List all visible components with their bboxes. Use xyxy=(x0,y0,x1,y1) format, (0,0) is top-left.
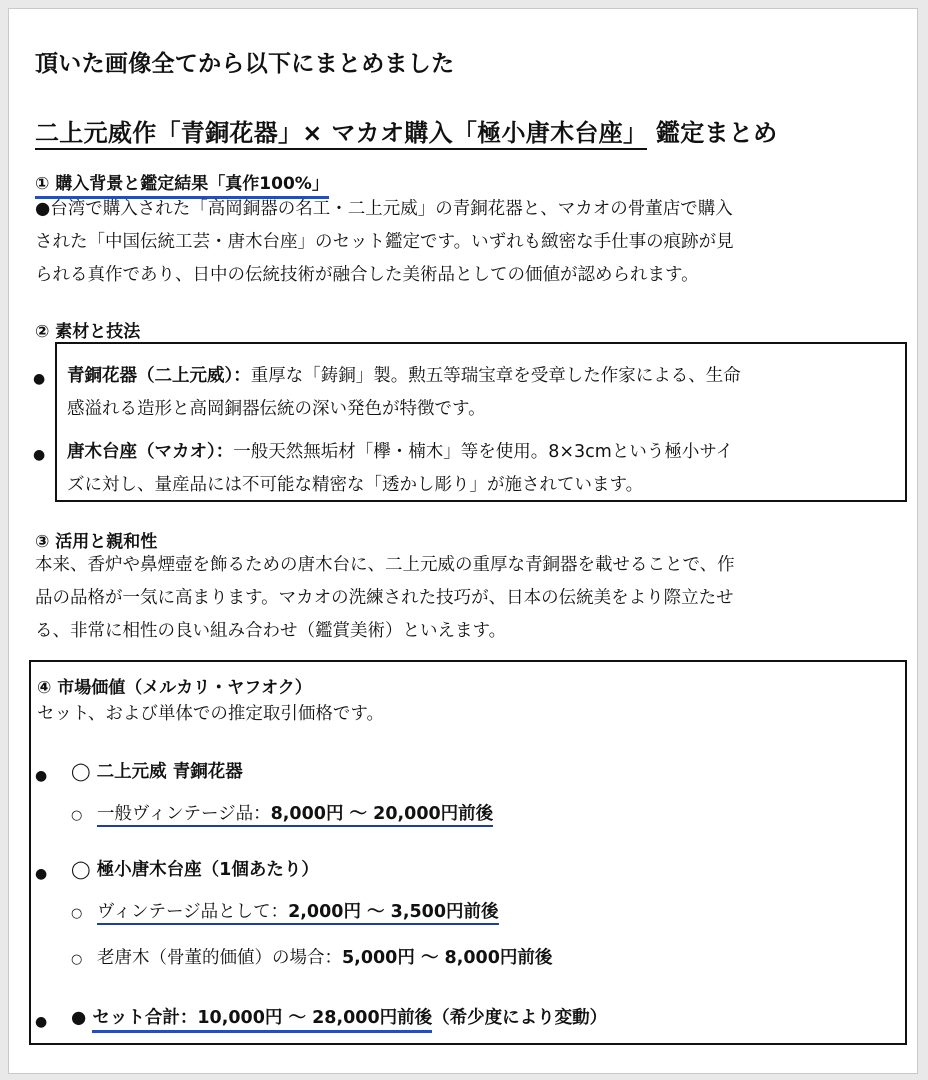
section1-heading xyxy=(35,169,329,194)
bullet-dot: ● xyxy=(33,371,46,387)
materials-item-stand xyxy=(67,436,897,502)
price-stand-old-value: 5,000円 〜 8,000円前後 xyxy=(342,948,553,968)
price-vase-vintage-label: 一般ヴィンテージ品： xyxy=(97,804,271,824)
stand-label: 唐木台座（マカオ）： xyxy=(67,442,234,462)
market-value-box xyxy=(29,660,907,1045)
section4-subtitle: セット、および単体での推定取引価格です。 xyxy=(37,704,385,724)
section1-line1: ●台湾で購入された「高岡銅器の名工・二上元威」の青銅花器と、マカオの骨董店で購入 xyxy=(35,199,733,219)
bullet-dot: ● xyxy=(35,1014,48,1030)
total-label: セット合計：10,000円 〜 28,000円前後 xyxy=(92,1008,432,1033)
price-stand-vintage-value: 2,000円 〜 3,500円前後 xyxy=(288,902,499,922)
price-vase-vintage xyxy=(97,798,493,831)
price-vase-vintage-text xyxy=(97,804,493,827)
materials-item-vase xyxy=(67,360,897,426)
price-item-vase: ◯ 二上元威 青銅花器 xyxy=(71,762,243,782)
total-mark: ● xyxy=(71,1008,87,1028)
sub-bullet: ○ xyxy=(71,808,83,823)
sub-bullet: ○ xyxy=(71,952,83,967)
title-rest: 鑑定まとめ xyxy=(655,119,778,147)
materials-box xyxy=(55,342,907,502)
stand-line2: ズに対し、量産品には不可能な精密な「透かし彫り」が施されています。 xyxy=(67,475,644,495)
section1-body xyxy=(35,193,895,292)
price-stand-old-label: 老唐木（骨董的価値）の場合： xyxy=(97,948,342,968)
bullet-dot: ● xyxy=(33,447,46,463)
intro-heading: 頂いた画像全てから以下にまとめました xyxy=(35,51,455,77)
vase-line1: 重厚な「鋳銅」製。勲五等瑞宝章を受章した作家による、生命 xyxy=(250,366,741,386)
stand-line1: 一般天然無垢材「欅・楠木」等を使用。8×3cmという極小サイ xyxy=(233,442,734,462)
section3-line3: る、非常に相性の良い組み合わせ（鑑賞美術）といえます。 xyxy=(35,621,507,641)
section3-heading: ③ 活用と親和性 xyxy=(35,532,158,552)
sub-bullet: ○ xyxy=(71,906,83,921)
vase-label: 青銅花器（二上元威）： xyxy=(67,366,251,386)
document-page xyxy=(8,8,918,1074)
section1-line3: られる真作であり、日中の伝統技術が融合した美術品としての価値が認められます。 xyxy=(35,265,699,285)
bullet-dot: ● xyxy=(35,866,48,882)
section1-heading-text: ① 購入背景と鑑定結果「真作100%」 xyxy=(35,174,329,199)
price-set-total xyxy=(71,1002,607,1035)
section1-line2: された「中国伝統工芸・唐木台座」のセット鑑定です。いずれも緻密な手仕事の痕跡が見 xyxy=(35,232,734,252)
title-underlined: 二上元威作「青銅花器」× マカオ購入「極小唐木台座」 xyxy=(35,119,647,150)
section4-heading: ④ 市場価値（メルカリ・ヤフオク） xyxy=(37,678,312,698)
section3-body xyxy=(35,549,895,648)
section3-line2: 品の品格が一気に高まります。マカオの洗練された技巧が、日本の伝統美をより際立たせ xyxy=(35,588,734,608)
bullet-dot: ● xyxy=(35,768,48,784)
price-stand-vintage xyxy=(97,896,499,929)
vase-line2: 感溢れる造形と高岡銅器伝統の深い発色が特徴です。 xyxy=(67,399,486,419)
price-item-stand: ◯ 極小唐木台座（1個あたり） xyxy=(71,860,319,880)
price-stand-vintage-label: ヴィンテージ品として： xyxy=(97,902,289,922)
price-stand-old xyxy=(97,942,552,975)
document-title xyxy=(35,113,777,148)
price-vase-vintage-value: 8,000円 〜 20,000円前後 xyxy=(270,804,494,824)
price-stand-vintage-text xyxy=(97,902,499,925)
section2-heading: ② 素材と技法 xyxy=(35,322,141,342)
section3-line1: 本来、香炉や鼻煙壺を飾るための唐木台に、二上元威の重厚な青銅器を載せることで、作 xyxy=(35,555,735,575)
total-note: （希少度により変動） xyxy=(432,1008,608,1028)
